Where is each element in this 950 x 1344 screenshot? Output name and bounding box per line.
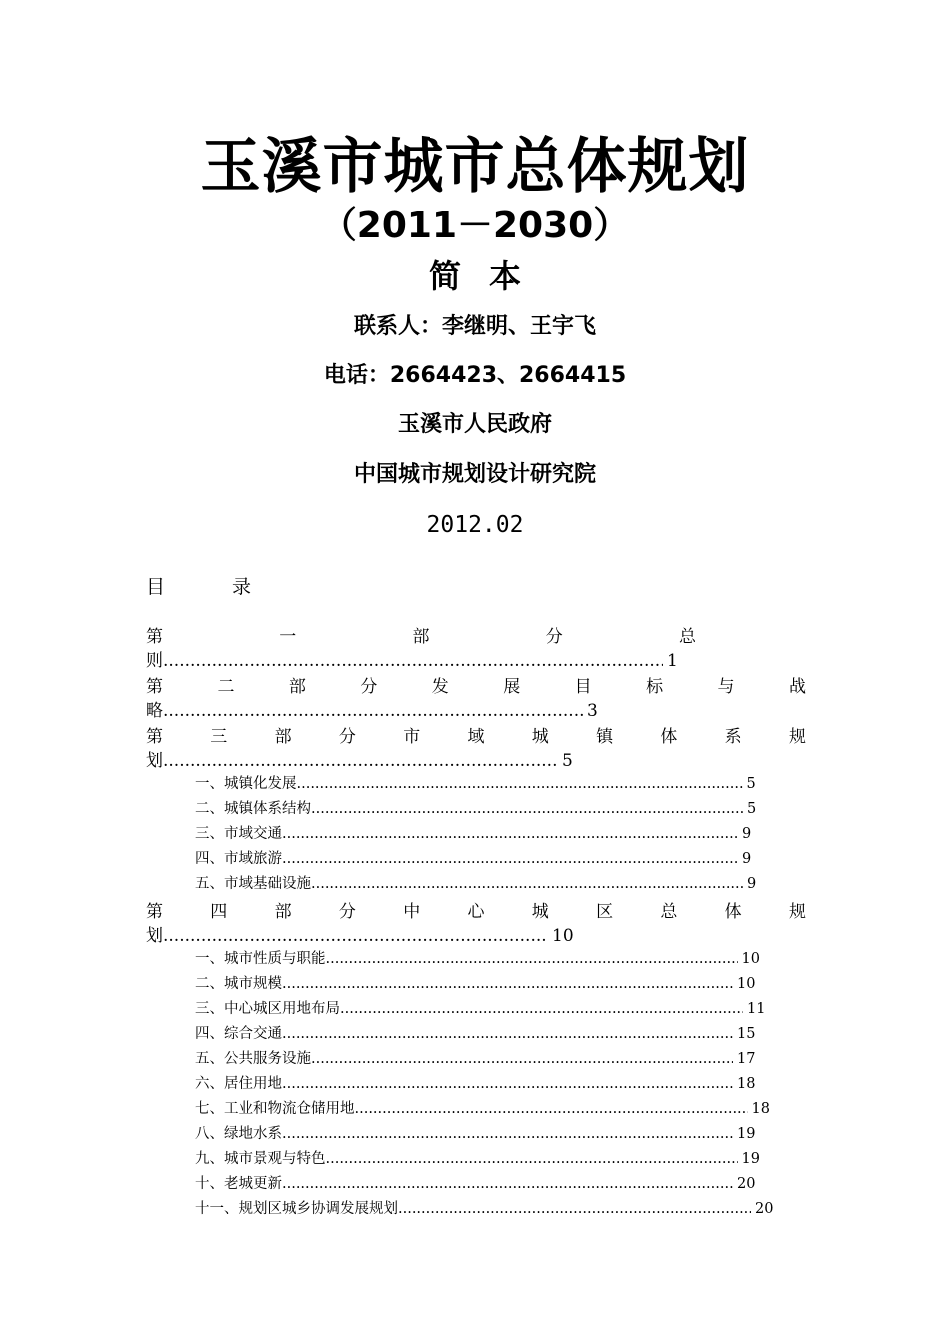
toc-section-label: 五、公共服务设施	[195, 1051, 311, 1067]
toc-part-title-char: 与	[717, 677, 735, 697]
toc-section-label: 四、综合交通	[195, 1026, 282, 1042]
toc-section-label: 八、绿地水系	[195, 1126, 282, 1142]
toc-part-title-line	[146, 625, 696, 649]
edition-label: 简本	[428, 257, 549, 295]
toc-part-title-char: 体	[660, 727, 678, 747]
dot-leader	[282, 1122, 733, 1147]
toc-section-entry[interactable]	[195, 847, 751, 872]
toc-part-title-char: 发	[431, 677, 449, 697]
toc-page-number: 18	[751, 1101, 770, 1117]
dot-leader	[163, 924, 548, 949]
toc-part-title-char: 规	[788, 727, 806, 747]
toc-page-number: 5	[747, 801, 757, 817]
toc-page-number: 20	[737, 1176, 756, 1192]
toc-part-title-char: 部	[412, 627, 430, 647]
toc-section-entry[interactable]	[195, 1022, 755, 1047]
toc-part-title-char: 分	[360, 677, 378, 697]
toc-page-number: 11	[747, 1001, 766, 1017]
toc-part-title-line	[146, 675, 806, 699]
toc-part-title-char: 分	[545, 627, 563, 647]
toc-part-title-char: 第	[146, 727, 163, 747]
dot-leader	[326, 947, 738, 972]
toc-section-entry[interactable]	[195, 1072, 755, 1097]
toc-part-title-last-char: 划	[146, 926, 163, 946]
dot-leader	[163, 749, 558, 774]
toc-section-label: 三、中心城区用地布局	[195, 1001, 340, 1017]
dot-leader	[282, 1072, 733, 1097]
dot-leader	[311, 872, 743, 897]
dot-leader	[297, 772, 743, 797]
dot-leader	[398, 1197, 751, 1222]
toc-page-number: 18	[737, 1076, 756, 1092]
toc-part-title-char: 市	[403, 727, 421, 747]
toc-page-number: 19	[737, 1126, 756, 1142]
toc-part-title-char: 展	[503, 677, 521, 697]
toc-part-title-line	[146, 900, 806, 924]
dot-leader	[340, 997, 743, 1022]
toc-section-entry[interactable]	[195, 1122, 755, 1147]
document-title: 玉溪市城市总体规划	[200, 132, 750, 202]
dot-leader	[282, 972, 733, 997]
plan-period: （2011－2030）	[320, 205, 630, 246]
toc-part-title-char: 部	[274, 902, 292, 922]
toc-part-title-char: 分	[338, 902, 356, 922]
dot-leader	[282, 847, 738, 872]
toc-page-number: 9	[747, 876, 757, 892]
toc-section-entry[interactable]	[195, 997, 765, 1022]
dot-leader	[326, 1147, 738, 1172]
toc-page-number: 5	[562, 751, 573, 771]
toc-part-title-line	[146, 725, 806, 749]
toc-page-number: 10	[737, 976, 756, 992]
toc-part-title-char: 城	[531, 727, 549, 747]
toc-part-title-last-char: 略	[146, 701, 163, 721]
toc-part-title-char: 第	[146, 902, 163, 922]
toc-part-title-char: 战	[788, 677, 806, 697]
toc-page-number: 19	[741, 1151, 760, 1167]
dot-leader	[282, 1022, 733, 1047]
toc-part-title-char: 第	[146, 677, 163, 697]
toc-heading	[146, 574, 318, 600]
toc-section-entry[interactable]	[195, 1172, 755, 1197]
toc-part-title-char: 系	[724, 727, 742, 747]
toc-part-title-char: 部	[288, 677, 306, 697]
toc-page-number: 10	[741, 951, 760, 967]
toc-part-entry[interactable]	[146, 725, 806, 774]
toc-page-number: 9	[742, 826, 752, 842]
toc-page-number: 15	[737, 1026, 756, 1042]
toc-part-title-char: 心	[467, 902, 485, 922]
toc-section-label: 十、老城更新	[195, 1176, 282, 1192]
toc-part-leader-line	[146, 649, 806, 674]
contact-persons: 联系人：李继明、王宇飞	[353, 314, 596, 339]
toc-section-label: 六、居住用地	[195, 1076, 282, 1092]
toc-section-entry[interactable]	[195, 1097, 770, 1122]
toc-part-leader-line	[146, 699, 806, 724]
toc-part-entry[interactable]	[146, 625, 806, 674]
toc-section-label: 七、工业和物流仓储用地	[195, 1101, 355, 1117]
toc-part-title-char: 目	[574, 677, 592, 697]
toc-part-title-char: 部	[274, 727, 292, 747]
dot-leader	[282, 822, 738, 847]
toc-section-entry[interactable]	[195, 797, 756, 822]
toc-part-title-char: 标	[646, 677, 664, 697]
toc-part-title-char: 域	[467, 727, 485, 747]
toc-part-title-char: 体	[724, 902, 742, 922]
toc-heading-char: 录	[232, 576, 252, 598]
toc-page-number: 17	[737, 1051, 756, 1067]
toc-section-entry[interactable]	[195, 1047, 755, 1072]
dot-leader	[355, 1097, 748, 1122]
toc-part-title-char: 规	[788, 902, 806, 922]
toc-heading-char: 目	[146, 576, 166, 598]
dot-leader	[163, 699, 583, 724]
toc-part-title-char: 区	[596, 902, 614, 922]
toc-section-label: 二、城镇体系结构	[195, 801, 311, 817]
toc-part-leader-line	[146, 749, 806, 774]
toc-part-title-char: 总	[679, 627, 696, 647]
toc-section-entry[interactable]	[195, 972, 755, 997]
toc-part-title-char: 总	[660, 902, 678, 922]
toc-section-entry[interactable]	[195, 872, 756, 897]
toc-page-number: 3	[587, 701, 598, 721]
toc-section-entry[interactable]	[195, 772, 756, 797]
dot-leader	[311, 1047, 733, 1072]
toc-part-title-char: 一	[279, 627, 297, 647]
toc-page-number: 10	[552, 926, 574, 946]
toc-section-label: 九、城市景观与特色	[195, 1151, 326, 1167]
toc-part-title-char: 镇	[596, 727, 614, 747]
toc-page-number: 1	[667, 651, 678, 671]
toc-part-title-char: 城	[531, 902, 549, 922]
toc-section-label: 四、市域旅游	[195, 851, 282, 867]
toc-page-number: 5	[746, 776, 756, 792]
toc-section-entry[interactable]	[195, 947, 760, 972]
toc-part-title-char: 四	[210, 902, 228, 922]
toc-part-title-last-char: 划	[146, 751, 163, 771]
toc-section-label: 五、市域基础设施	[195, 876, 311, 892]
dot-leader	[282, 1172, 733, 1197]
toc-section-label: 十一、规划区城乡协调发展规划	[195, 1201, 398, 1217]
toc-part-entry[interactable]	[146, 900, 806, 949]
toc-part-title-char: 分	[338, 727, 356, 747]
publication-date: 2012.02	[426, 512, 524, 538]
toc-part-leader-line	[146, 924, 806, 949]
toc-section-entry[interactable]	[195, 1197, 773, 1222]
dot-leader	[163, 649, 663, 674]
toc-section-entry[interactable]	[195, 1147, 760, 1172]
toc-part-title-char: 中	[403, 902, 421, 922]
toc-page-number: 20	[755, 1201, 774, 1217]
issuing-government: 玉溪市人民政府	[397, 412, 552, 437]
toc-part-title-char: 三	[210, 727, 228, 747]
phone-numbers: 电话：2664423、2664415	[323, 363, 627, 388]
toc-part-title-char: 第	[146, 627, 163, 647]
toc-section-label: 二、城市规模	[195, 976, 282, 992]
dot-leader	[311, 797, 743, 822]
toc-section-label: 三、市域交通	[195, 826, 282, 842]
toc-page-number: 9	[742, 851, 752, 867]
toc-part-title-last-char: 则	[146, 651, 163, 671]
toc-part-title-char: 二	[217, 677, 235, 697]
toc-section-label: 一、城镇化发展	[195, 776, 297, 792]
planning-institute: 中国城市规划设计研究院	[353, 462, 596, 487]
toc-part-entry[interactable]	[146, 675, 806, 724]
toc-section-label: 一、城市性质与职能	[195, 951, 326, 967]
toc-section-entry[interactable]	[195, 822, 751, 847]
